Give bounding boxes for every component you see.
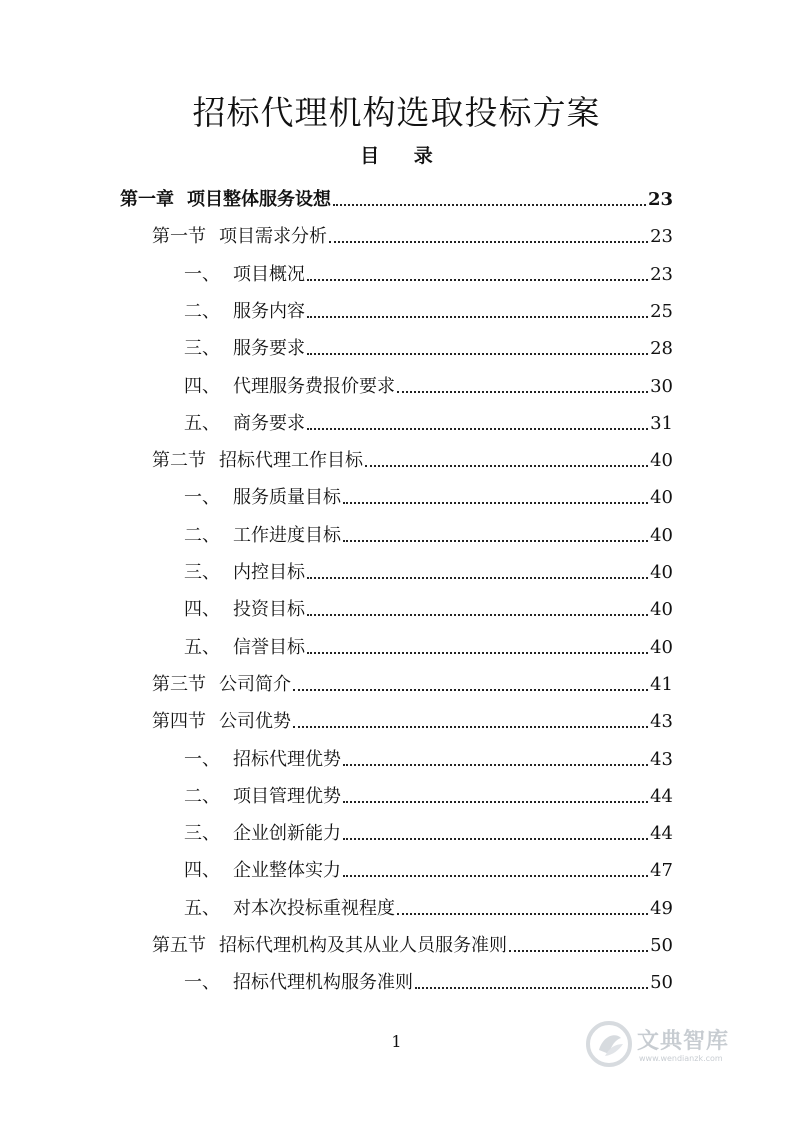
toc-entry[interactable] [152, 661, 673, 698]
toc-entry-page: 23 [650, 263, 673, 285]
toc-entry-page: 44 [650, 785, 673, 807]
toc-entry-number: 第二节 [152, 450, 206, 472]
toc-dot-leader [293, 726, 648, 728]
page-number: 1 [391, 1032, 402, 1051]
toc-dot-leader [329, 241, 648, 243]
toc-entry[interactable] [152, 213, 673, 250]
toc-entry-title: 服务内容 [233, 300, 305, 322]
toc-dot-leader [365, 465, 648, 467]
toc-dot-leader [343, 838, 648, 840]
toc-entry-title: 服务要求 [233, 338, 305, 360]
toc-entry-page: 25 [650, 300, 673, 322]
toc-dot-leader [397, 391, 648, 393]
toc-entry-page: 41 [650, 673, 673, 695]
toc-entry[interactable] [184, 325, 673, 362]
toc-entry-page: 40 [650, 487, 673, 509]
toc-entry-number: 第一章 [120, 189, 174, 210]
toc-dot-leader [307, 577, 648, 579]
toc-dot-leader [307, 428, 648, 430]
toc-dot-leader [307, 316, 648, 318]
toc-entry-title: 企业整体实力 [233, 860, 341, 882]
toc-entry-title: 招标代理机构及其从业人员服务准则 [219, 935, 507, 956]
toc-entry-title: 公司优势 [219, 711, 291, 733]
toc-entry[interactable] [184, 549, 673, 586]
toc-entry-number: 第四节 [152, 711, 206, 733]
toc-entry[interactable] [184, 363, 673, 400]
toc-entry-page: 40 [650, 450, 673, 472]
toc-dot-leader [307, 279, 648, 281]
toc-entry-page: 31 [650, 412, 673, 434]
toc-entry[interactable] [184, 512, 673, 549]
toc-entry-title: 项目整体服务设想 [187, 189, 331, 210]
toc-entry-number: 一、 [184, 972, 220, 994]
toc-entry-page: 30 [650, 375, 673, 397]
toc-entry-title: 企业创新能力 [233, 823, 341, 845]
toc-entry-number: 二、 [184, 785, 220, 807]
toc-entry-number: 第三节 [152, 673, 206, 695]
toc-entry-title: 服务质量目标 [233, 487, 341, 509]
toc-entry-title: 对本次投标重视程度 [233, 897, 395, 919]
toc-entry[interactable] [184, 474, 673, 511]
toc-entry-title: 信誉目标 [233, 636, 305, 658]
toc-entry[interactable] [120, 176, 673, 213]
toc-entry-number: 四、 [184, 599, 220, 621]
toc-entry[interactable] [184, 810, 673, 847]
toc-entry-title: 工作进度目标 [233, 524, 341, 546]
toc-entry[interactable] [184, 847, 673, 884]
toc-entry-title: 招标代理机构服务准则 [233, 972, 413, 994]
toc-dot-leader [343, 502, 648, 504]
toc-dot-leader [415, 987, 648, 989]
toc-entry-page: 50 [650, 972, 673, 994]
toc-entry-number: 四、 [184, 860, 220, 882]
toc-entry-number: 一、 [184, 263, 220, 285]
toc-entry-page: 40 [650, 636, 673, 658]
toc-entry-page: 43 [650, 711, 673, 733]
toc-dot-leader [343, 875, 648, 877]
toc-entry-number: 一、 [184, 487, 220, 509]
toc-entry-page: 44 [650, 823, 673, 845]
toc-dot-leader [333, 204, 646, 206]
toc-entry[interactable] [184, 736, 673, 773]
toc-entry-page: 50 [650, 935, 673, 956]
toc-entry-title: 项目需求分析 [219, 226, 327, 248]
toc-entry[interactable] [184, 586, 673, 623]
toc-entry-title: 招标代理优势 [233, 748, 341, 770]
toc-entry-number: 三、 [184, 823, 220, 845]
toc-entry-page: 47 [650, 860, 673, 882]
toc-entry-page: 43 [650, 748, 673, 770]
toc-entry-page: 23 [647, 189, 673, 210]
toc-dot-leader [307, 614, 648, 616]
toc-dot-leader [509, 950, 648, 952]
toc-entry[interactable] [184, 288, 673, 325]
toc-dot-leader [293, 689, 648, 691]
toc-entry-page: 28 [650, 338, 673, 360]
toc-entry[interactable] [184, 251, 673, 288]
toc-entry-title: 公司简介 [219, 673, 291, 695]
toc-entry[interactable] [184, 400, 673, 437]
toc-entry-number: 三、 [184, 338, 220, 360]
wendian-logo-icon [585, 1020, 633, 1068]
toc-entry[interactable] [184, 885, 673, 922]
toc-dot-leader [343, 764, 648, 766]
toc-entry-page: 40 [650, 599, 673, 621]
toc-entry-number: 五、 [184, 636, 220, 658]
toc-entry-page: 40 [650, 562, 673, 583]
toc-entry-number: 三、 [184, 562, 220, 583]
toc-dot-leader [307, 652, 648, 654]
toc-entry-number: 第一节 [152, 226, 206, 248]
toc-entry-title: 项目管理优势 [233, 785, 341, 807]
toc-entry[interactable] [152, 922, 673, 959]
toc-entry-title: 商务要求 [233, 412, 305, 434]
toc-entry-page: 49 [650, 897, 673, 919]
toc-entry[interactable] [184, 624, 673, 661]
toc-entry-number: 五、 [184, 897, 220, 919]
toc-entry-title: 代理服务费报价要求 [233, 375, 395, 397]
toc-entry-page: 40 [650, 524, 673, 546]
watermark [585, 1018, 760, 1074]
toc-dot-leader [397, 913, 648, 915]
toc-dot-leader [307, 353, 648, 355]
toc-entry-number: 二、 [184, 300, 220, 322]
toc-entry[interactable] [152, 698, 673, 735]
watermark-url: www.wendianzk.com [639, 1054, 723, 1063]
toc-entry-page: 23 [650, 226, 673, 248]
document-title: 招标代理机构选取投标方案 [192, 93, 601, 132]
toc-entry-number: 五、 [184, 412, 220, 434]
toc-dot-leader [343, 801, 648, 803]
watermark-brand: 文典智库 [637, 1029, 730, 1054]
toc-dot-leader [343, 540, 648, 542]
toc-entry-title: 投资目标 [233, 599, 305, 621]
toc-entry-title: 内控目标 [233, 562, 305, 583]
toc-entry-number: 一、 [184, 748, 220, 770]
toc-entry[interactable] [184, 773, 673, 810]
toc-heading: 目 录 [360, 145, 447, 167]
toc-entry-number: 第五节 [152, 935, 206, 956]
toc-entry[interactable] [152, 437, 673, 474]
toc-entry[interactable] [184, 959, 673, 996]
toc-entry-number: 二、 [184, 524, 220, 546]
toc-entry-title: 项目概况 [233, 263, 305, 285]
toc-entry-number: 四、 [184, 375, 220, 397]
toc-entry-title: 招标代理工作目标 [219, 450, 363, 472]
